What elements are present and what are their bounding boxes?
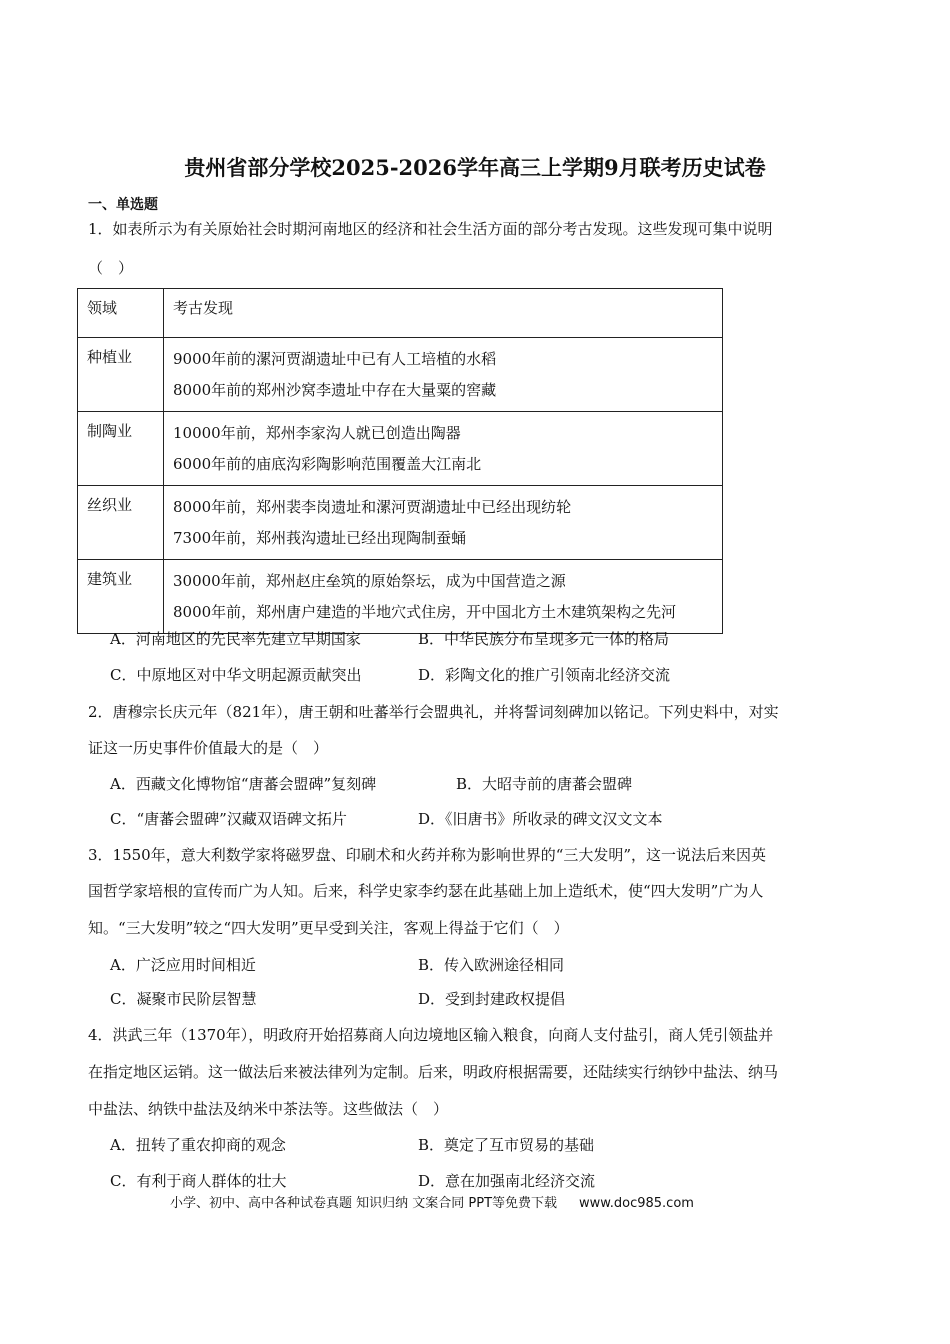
- q3-stem-line3: 知。“三大发明”较之“四大发明”更早受到关注，客观上得益于它们（ ）: [88, 919, 569, 937]
- q2-option-c: C．“唐蕃会盟碑”汉藏双语碑文拓片: [110, 810, 347, 828]
- q4-stem-line2: 在指定地区运销。这一做法后来被法律列为定制。后来，明政府根据需要，还陆续实行纳钞中盐法、纳马: [88, 1063, 779, 1081]
- finding-text: 30000年前，郑州赵庄垒筑的原始祭坛，成为中国营造之源: [173, 572, 566, 590]
- finding-text: 10000年前，郑州李家沟人就已创造出陶器: [173, 424, 461, 442]
- finding-text: 9000年前的漯河贾湖遗址中已有人工培植的水稻: [173, 350, 497, 368]
- q3-stem-line2: 国哲学家培根的宣传而广为人知。后来，科学史家李约瑟在此基础上加上造纸术，使“四大发明”广为人: [88, 882, 764, 900]
- q3-option-c: C．凝聚市民阶层智慧: [110, 990, 257, 1008]
- q1-stem-line2: （ ）: [88, 259, 134, 277]
- q4-option-c: C．有利于商人群体的壮大: [110, 1172, 287, 1190]
- finding-text: 7300年前，郑州莪沟遗址已经出现陶制蚕蛹: [173, 529, 467, 547]
- q1-stem-line1: 1．如表所示为有关原始社会时期河南地区的经济和社会生活方面的部分考古发现。这些发现可集中说明: [88, 220, 773, 238]
- q1-option-a: A．河南地区的先民率先建立早期国家: [110, 630, 361, 648]
- footer-text: 小学、初中、高中各种试卷真题 知识归纳 文案合同 PPT等免费下载: [170, 1196, 558, 1211]
- table-row: [78, 486, 723, 560]
- exam-title: 贵州省部分学校2025-2026学年高三上学期9月联考历史试卷: [184, 155, 766, 180]
- q2-option-d: D．《旧唐书》所收录的碑文汉文文本: [418, 810, 663, 828]
- footer-site-link[interactable]: www.doc985.com: [579, 1196, 694, 1211]
- page-footer: [170, 1192, 694, 1211]
- table-row: [78, 412, 723, 486]
- q4-option-a: A．扭转了重农抑商的观念: [110, 1136, 286, 1154]
- table-row: [78, 560, 723, 634]
- q4-option-d: D．意在加强南北经济交流: [418, 1172, 596, 1190]
- q3-option-d: D．受到封建政权提倡: [418, 990, 566, 1008]
- table-header-row: [78, 289, 723, 338]
- q2-option-b: B．大昭寺前的唐蕃会盟碑: [456, 775, 633, 793]
- q1-option-c: C．中原地区对中华文明起源贡献突出: [110, 666, 362, 684]
- row-findings: [164, 560, 723, 634]
- row-field: 种植业: [78, 338, 164, 412]
- q1-option-b: B．中华民族分布呈现多元一体的格局: [418, 630, 670, 648]
- q2-option-a: A．西藏文化博物馆“唐蕃会盟碑”复刻碑: [110, 775, 377, 793]
- row-field: 丝织业: [78, 486, 164, 560]
- table-row: [78, 338, 723, 412]
- q2-stem-line1: 2．唐穆宗长庆元年（821年），唐王朝和吐蕃举行会盟典礼，并将誓词刻碑加以铭记。下列史料中，对实: [88, 703, 779, 721]
- header-findings: 考古发现: [164, 289, 723, 338]
- q3-option-b: B．传入欧洲途径相同: [418, 956, 565, 974]
- finding-text: 8000年前的郑州沙窝李遗址中存在大量粟的窖藏: [173, 381, 497, 399]
- q3-option-a: A．广泛应用时间相近: [110, 956, 256, 974]
- row-field: 制陶业: [78, 412, 164, 486]
- row-findings: [164, 338, 723, 412]
- archaeology-table: [77, 288, 723, 634]
- finding-text: 6000年前的庙底沟彩陶影响范围覆盖大江南北: [173, 455, 482, 473]
- row-findings: [164, 412, 723, 486]
- q1-option-d: D．彩陶文化的推广引领南北经济交流: [418, 666, 671, 684]
- q3-stem-line1: 3．1550年，意大利数学家将磁罗盘、印刷术和火药并称为影响世界的“三大发明”，这一说法后来因英: [88, 846, 767, 864]
- q4-stem-line1: 4．洪武三年（1370年），明政府开始招募商人向边境地区输入粮食，向商人支付盐引，商人凭引领盐并: [88, 1026, 774, 1044]
- row-field: 建筑业: [78, 560, 164, 634]
- finding-text: 8000年前，郑州裴李岗遗址和漯河贾湖遗址中已经出现纺轮: [173, 498, 572, 516]
- q4-stem-line3: 中盐法、纳铁中盐法及纳米中茶法等。这些做法（ ）: [88, 1100, 449, 1118]
- q2-stem-line2: 证这一历史事件价值最大的是（ ）: [88, 739, 329, 757]
- row-findings: [164, 486, 723, 560]
- section-heading: 一、单选题: [88, 197, 158, 213]
- q4-option-b: B．奠定了互市贸易的基础: [418, 1136, 595, 1154]
- header-field: 领域: [78, 289, 164, 338]
- finding-text: 8000年前，郑州唐户建造的半地穴式住房，开中国北方土木建筑架构之先河: [173, 603, 677, 621]
